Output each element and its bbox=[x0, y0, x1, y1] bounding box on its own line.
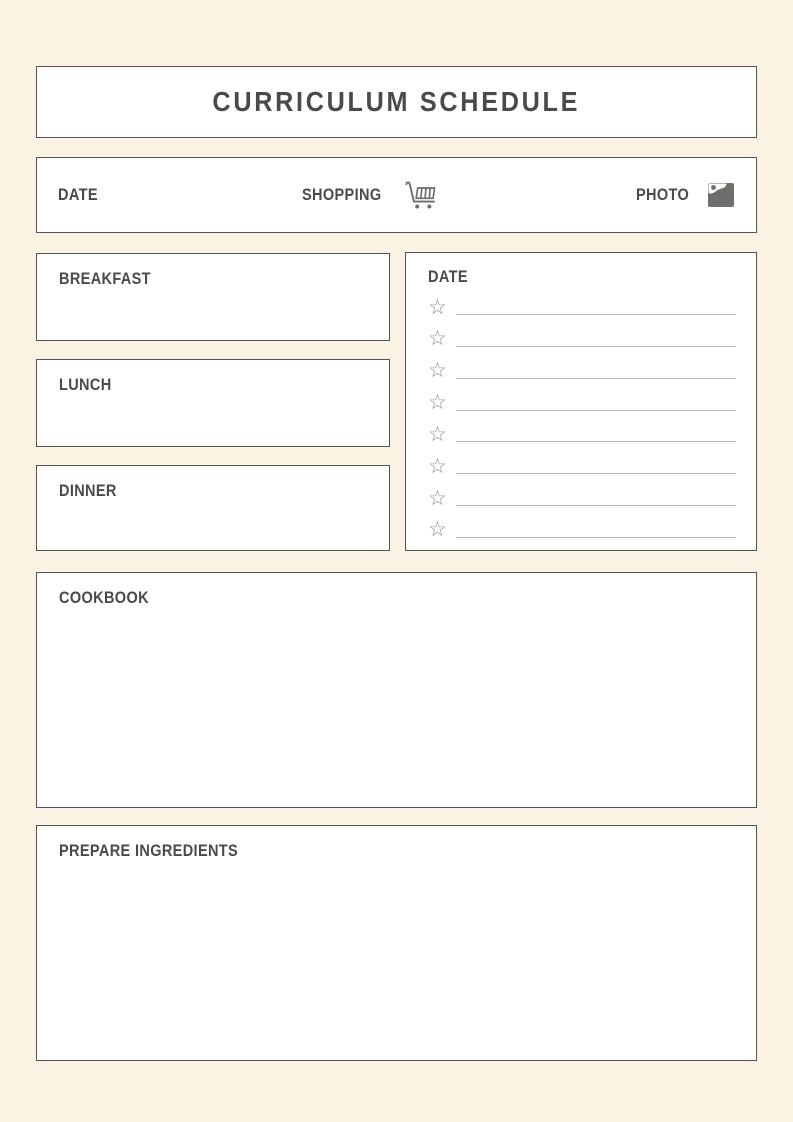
fill-in-line[interactable] bbox=[456, 378, 736, 379]
fill-in-line[interactable] bbox=[456, 441, 736, 442]
fill-in-line[interactable] bbox=[456, 473, 736, 474]
title-box bbox=[36, 66, 757, 138]
star-outline-icon: ☆ bbox=[428, 454, 447, 478]
star-outline-icon: ☆ bbox=[428, 391, 447, 415]
lunch-label: LUNCH bbox=[59, 376, 112, 394]
checklist-row[interactable] bbox=[428, 518, 736, 542]
fill-in-line[interactable] bbox=[456, 410, 736, 411]
dinner-label: DINNER bbox=[59, 482, 117, 500]
shopping-group bbox=[302, 180, 437, 210]
star-outline-icon: ☆ bbox=[428, 518, 447, 542]
checklist-row[interactable] bbox=[428, 327, 736, 351]
prepare-ingredients-box[interactable] bbox=[36, 825, 757, 1061]
star-outline-icon: ☆ bbox=[428, 295, 447, 319]
date-panel-label: DATE bbox=[428, 268, 468, 286]
star-outline-icon: ☆ bbox=[428, 486, 447, 510]
cookbook-box[interactable] bbox=[36, 572, 757, 808]
date-label: DATE bbox=[58, 185, 98, 204]
fill-in-line[interactable] bbox=[456, 537, 736, 538]
cookbook-label: COOKBOOK bbox=[59, 589, 149, 607]
star-outline-icon: ☆ bbox=[428, 359, 447, 383]
photo-group bbox=[636, 182, 735, 208]
shopping-label: SHOPPING bbox=[301, 185, 382, 204]
fill-in-line[interactable] bbox=[456, 346, 736, 347]
star-outline-icon: ☆ bbox=[428, 327, 447, 351]
date-checklist-panel bbox=[405, 252, 757, 551]
checklist-row[interactable] bbox=[428, 359, 736, 383]
checklist-row[interactable] bbox=[428, 454, 736, 478]
photo-label: PHOTO bbox=[635, 185, 689, 204]
breakfast-box[interactable] bbox=[36, 253, 390, 341]
checklist-rows bbox=[428, 295, 736, 542]
checklist-row[interactable] bbox=[428, 391, 736, 415]
checklist-row[interactable] bbox=[428, 295, 736, 319]
breakfast-label: BREAKFAST bbox=[59, 270, 151, 288]
page-title: CURRICULUM SCHEDULE bbox=[212, 86, 581, 117]
prepare-ingredients-label: PREPARE INGREDIENTS bbox=[59, 842, 239, 860]
fill-in-line[interactable] bbox=[456, 314, 736, 315]
checklist-row[interactable] bbox=[428, 486, 736, 510]
star-outline-icon: ☆ bbox=[428, 422, 447, 446]
info-bar bbox=[36, 157, 757, 233]
fill-in-line[interactable] bbox=[456, 505, 736, 506]
dinner-box[interactable] bbox=[36, 465, 390, 551]
lunch-box[interactable] bbox=[36, 359, 390, 447]
checklist-row[interactable] bbox=[428, 422, 736, 446]
photo-icon bbox=[707, 182, 735, 208]
shopping-cart-icon bbox=[403, 180, 437, 210]
